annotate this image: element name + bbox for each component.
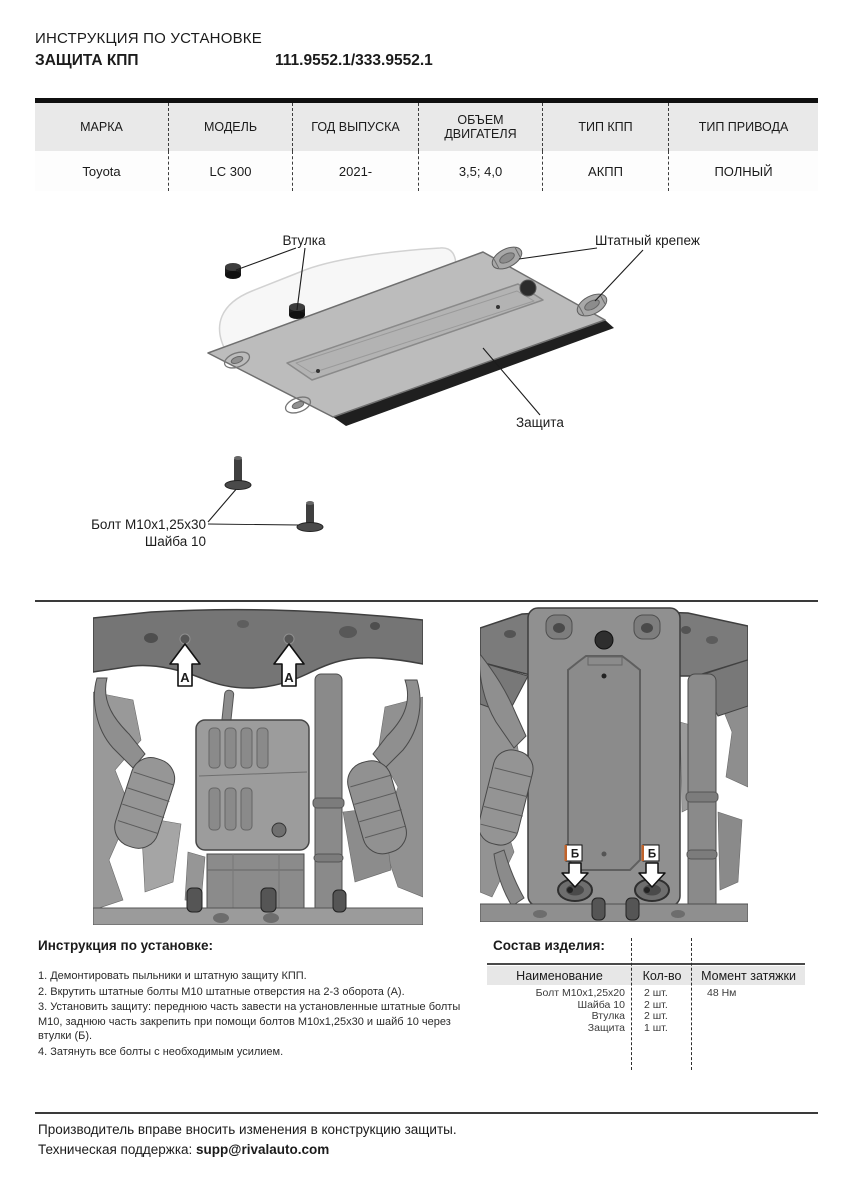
bushing-2 [289,303,305,319]
comp-name: Защита [587,1021,625,1034]
vehicle-spec-table [35,98,818,191]
comp-name: Втулка [591,1010,625,1022]
comp-torque: 48 Нм [707,987,737,999]
comp-qty: 1 шт. [644,1021,668,1034]
marker-letter-b1: Б [570,848,580,861]
dashed-separator [691,938,692,1070]
dashed-separator [631,938,632,1070]
marker-letter-a2: А [284,670,294,685]
footer-support [38,1142,329,1157]
marker-letter-b2: Б [647,848,657,861]
component-row [487,987,805,999]
components-divider [487,963,805,965]
instruction-step-1: 1. Демонтировать пыльники и штатную защиту КПП. [38,970,307,982]
col-header-model: МОДЕЛЬ [169,103,293,151]
photo-installed-guard [480,602,748,922]
spec-year: 2021- [293,151,419,191]
comp-name: Болт М10х1,25х20 [535,987,625,999]
component-row [487,999,805,1011]
component-row [487,1010,805,1022]
driveshaft-tube [686,674,718,912]
support-email[interactable]: supp@rivalauto.com [196,1142,330,1157]
guard-label: Защита [516,415,564,430]
exploded-view-diagram [0,215,845,565]
bushing-1 [225,263,241,279]
bolt-label: Болт М10х1,25х30 [91,517,206,532]
col-header-drive: ТИП ПРИВОДА [669,103,818,151]
footer-disclaimer: Производитель вправе вносить изменения в конструкцию защиты. [38,1122,457,1137]
comp-qty: 2 шт. [644,998,668,1011]
spec-header-row [35,103,818,151]
footer-divider [35,1112,818,1114]
col-header-year: ГОД ВЫПУСКА [293,103,419,151]
bushing-label: Втулка [282,233,326,248]
components-table [487,938,805,1072]
component-row [487,1022,805,1034]
bolt-washer-2 [297,501,323,532]
comp-qty: 2 шт. [644,987,668,999]
spec-engine: 3,5; 4,0 [419,151,543,191]
instruction-step-3: 3. Установить защиту: переднюю часть завести на установленные штатные болты М10, заднюю часть закрепить при помощи болтов М10х1,25х30 и шайб 10 через втулки (Б). [38,1001,461,1043]
col-header-engine: ОБЪЕМ ДВИГАТЕЛЯ [419,103,543,151]
comp-col-qty: Кол-во [642,968,682,983]
comp-col-torque: Момент затяжки [701,968,796,983]
support-label: Техническая поддержка: [38,1142,197,1157]
marker-letter-a1: А [180,670,190,685]
document-type: ИНСТРУКЦИЯ ПО УСТАНОВКЕ [35,30,262,47]
components-title: Состав изделия: [493,938,605,953]
part-numbers: 111.9552.1/333.9552.1 [275,52,433,69]
bolt-washer-1 [225,456,251,490]
plug-hole [520,280,536,296]
installation-instructions [38,938,470,1060]
spec-gearbox: АКПП [543,151,669,191]
col-header-brand: МАРКА [35,103,169,151]
spec-brand: Toyota [35,151,169,191]
washer-label: Шайба 10 [144,534,206,549]
transmission-housing [207,854,304,908]
comp-col-name: Наименование [516,968,603,983]
driveshaft-tube [313,674,344,914]
instructions-title: Инструкция по установке: [38,938,213,953]
instruction-step-4: 4. Затянуть все болты с необходимым усилием. [38,1045,284,1058]
spec-model: LC 300 [169,151,293,191]
product-name: ЗАЩИТА КПП [35,52,139,69]
col-header-gearbox: ТИП КПП [543,103,669,151]
oil-pan [196,720,309,850]
components-header-row [487,966,805,985]
instruction-step-2: 2. Вкрутить штатные болты М10 штатные отверстия на 2-3 оборота (А). [38,985,405,998]
oem-fastener-label: Штатный крепеж [595,233,700,248]
spec-data-row [35,151,818,191]
comp-name: Шайба 10 [577,998,625,1011]
comp-qty: 2 шт. [644,1010,668,1022]
spec-drive: ПОЛНЫЙ [669,151,818,191]
photo-front-mount-points [93,602,423,925]
